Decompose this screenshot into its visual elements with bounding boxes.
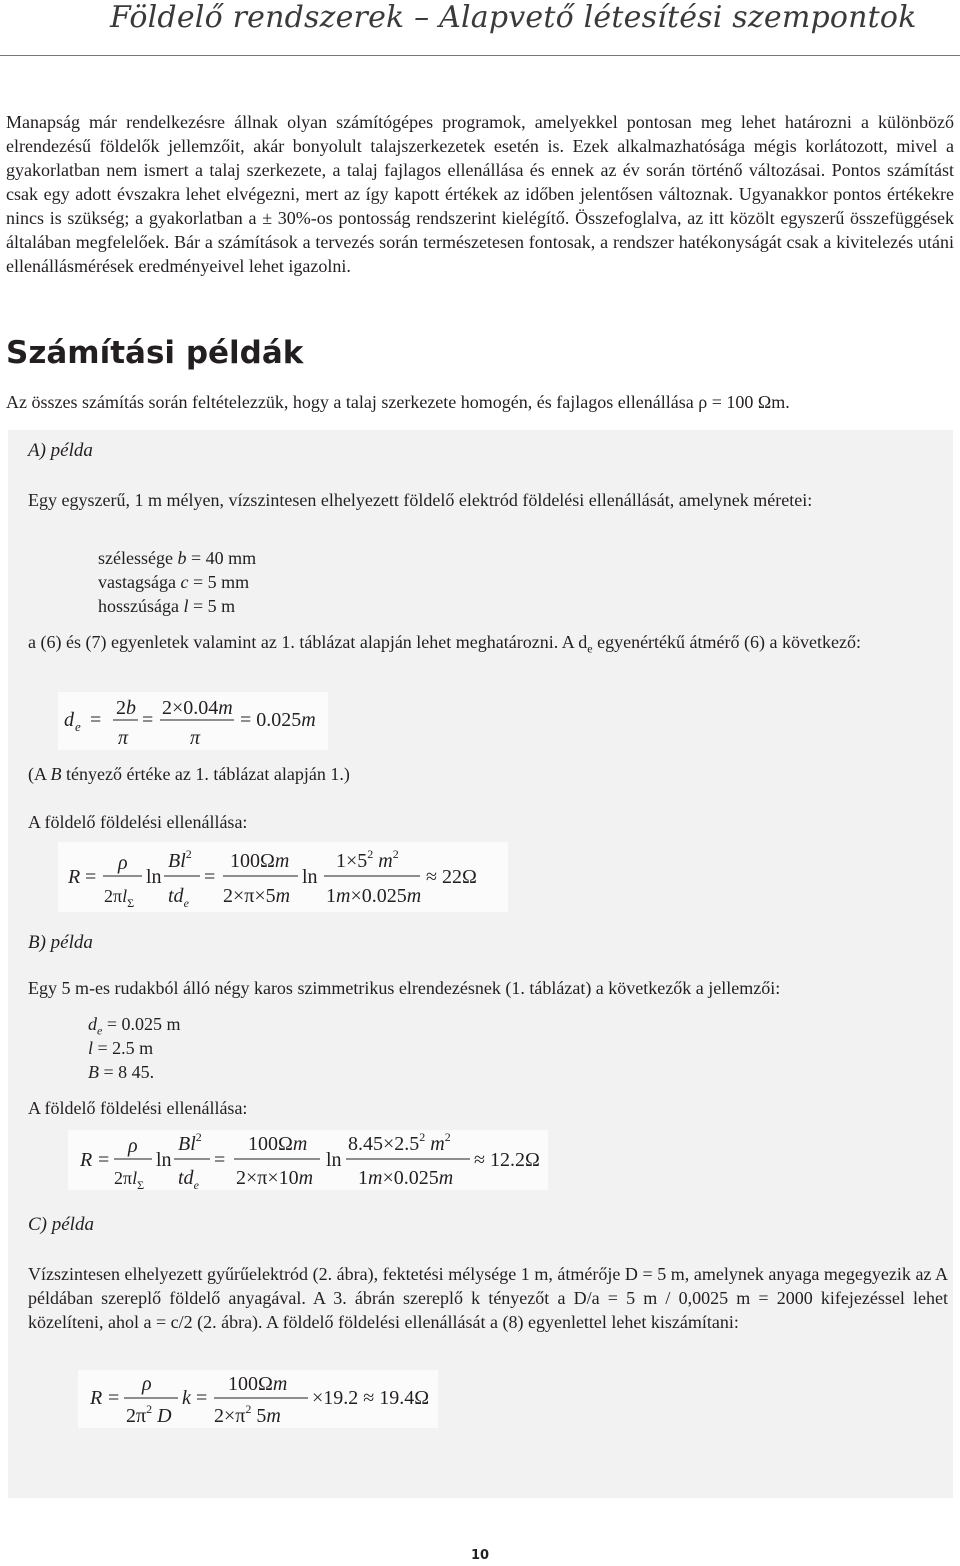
svg-text:π: π xyxy=(190,727,201,749)
svg-text:π: π xyxy=(118,727,129,749)
example-b-value-de: $d_e = 0.025$ m xyxy=(88,1014,181,1038)
svg-text:R: R xyxy=(80,1149,93,1171)
svg-text:≈ 12.2Ω: ≈ 12.2Ω xyxy=(474,1149,540,1171)
svg-text:=: = xyxy=(108,1387,120,1409)
example-c-title: C) példa xyxy=(28,1214,94,1235)
page-header-title: Földelő rendszerek – Alapvető létesítési szempontok xyxy=(110,0,917,35)
example-a-note: (A B tényező értéke az 1. táblázat alapján 1.) xyxy=(28,764,350,784)
formula-resistance-c xyxy=(78,1370,438,1428)
svg-text:tde: $td_e$ xyxy=(168,885,189,910)
svg-text:2×π2 5m: $2\times\pi^2$ 5m xyxy=(214,1402,281,1427)
svg-text:k: k xyxy=(182,1387,191,1409)
svg-text:= 0.025m: = 0.025m xyxy=(240,709,316,731)
assumption-text: Az összes számítás során feltételezzük, hogy a talaj szerkezete homogén, és fajlagos ellenállása ρ = 100 Ωm. xyxy=(6,392,790,412)
examples-box xyxy=(8,430,953,1498)
svg-text:=: = xyxy=(204,866,216,888)
example-b-intro: Egy 5 m-es rudakból álló négy karos szimmetrikus elrendezésnek (1. táblázat) a következők a jellemzői: xyxy=(28,978,781,998)
example-a-dimension-width: szélessége b = 40 mm xyxy=(98,548,257,568)
svg-text:8.45×2.52 m2: $8.45\times 2.5^2$ $m^2$ xyxy=(348,1130,451,1155)
svg-text:=: = xyxy=(90,709,102,731)
svg-text:ln: ln xyxy=(302,866,318,888)
svg-text:2×0.04m: 2×0.04m xyxy=(162,697,233,719)
example-b-title: B) példa xyxy=(28,932,93,953)
formula-resistance-a xyxy=(58,842,508,912)
svg-text:ln: ln xyxy=(146,866,162,888)
formula-resistance-b xyxy=(68,1130,548,1190)
svg-text:100Ωm: 100Ωm xyxy=(230,850,290,872)
svg-text:tde: $td_e$ xyxy=(178,1167,199,1190)
example-a-dimension-thickness: vastagsága c = 5 mm xyxy=(98,572,250,592)
svg-text:1m×0.025m: 1m×0.025m xyxy=(326,885,422,907)
svg-text:e: e xyxy=(75,719,81,734)
svg-text:2b: 2b xyxy=(116,697,136,719)
intro-paragraph: Manapság már rendelkezésre állnak olyan számítógépes programok, amelyekkel pontosan meg lehet határozni a különböző elrendezésű földelők jellemzőit, akár bonyolult talajszerkezetek esetén is. Ezek alkalmazhatósága mégis korlátozott, mivel a gyakorlatban nem ismert a talaj szerkezete, a talaj fajlagos ellenállása és ennek az év során történő változásai. Pontos számítást csak egy adott évszakra lehet elvégezni, mert az így kapott értékek az időben jelentősen változnak. Ugyanakkor pontos értékekre nincs is szükség; a gyakorlatban a ± 30%-os pontosság rendszerint kielégítő. Összefoglalva, az itt közölt egyszerű összefüggések általában megfelelőek. Bár a számítások a tervezés során természetesen fontosak, a rendszer hatékonyságát csak a kivitelezés utáni ellenállásmérések eredményeivel lehet igazolni. xyxy=(6,112,954,276)
example-a-method-text: a (6) és (7) egyenletek valamint az 1. táblázat alapján lehet meghatározni. A $d_e$ egyenértékű átmérő (6) a következő: xyxy=(28,632,861,656)
svg-text:=: = xyxy=(142,709,154,731)
svg-text:Bl2: Bl$^2$ xyxy=(178,1130,202,1155)
svg-text:2×π×10m: 2×π×10m xyxy=(236,1167,314,1189)
example-c-text: Vízszintesen elhelyezett gyűrűelektród (2. ábra), fektetési mélysége 1 m, átmérője D = 5 m, amelynek anyaga megegyezik az A példában szereplő földelő anyagával. A 3. ábrán szereplő k tényezőt a D/a = 5 m / 0,0025 m = 2000 kifejezéssel lehet közelíteni, ahol a = c/2 (2. ábra). A földelő földelési ellenállását a (8) egyenlettel lehet kiszámítani: xyxy=(28,1264,948,1332)
example-b-value-b: B = 8 45. xyxy=(88,1062,155,1082)
svg-text:ρ: ρ xyxy=(118,852,128,874)
svg-text:R: R xyxy=(90,1387,103,1409)
svg-text:ρ: ρ xyxy=(128,1135,138,1157)
example-a-title: A) példa xyxy=(28,440,93,461)
example-a-intro: Egy egyszerű, 1 m mélyen, vízszintesen elhelyezett földelő elektród földelési ellenállását, amelynek méretei: xyxy=(28,490,813,510)
svg-text:×19.2 ≈ 19.4Ω: ×19.2 ≈ 19.4Ω xyxy=(312,1387,430,1409)
svg-text:ln: ln xyxy=(326,1149,342,1171)
example-a-resistance-label: A földelő földelési ellenállása: xyxy=(28,812,248,832)
svg-text:2πlΣ: $2\pi l_\Sigma$ xyxy=(104,886,135,910)
svg-text:=: = xyxy=(85,866,97,888)
svg-text:ρ: ρ xyxy=(142,1373,152,1395)
svg-text:=: = xyxy=(196,1387,208,1409)
svg-text:=: = xyxy=(214,1149,226,1171)
example-a-dimension-length: hosszúsága l = 5 m xyxy=(98,596,236,616)
svg-text:100Ωm: 100Ωm xyxy=(228,1373,288,1395)
svg-text:≈ 22Ω: ≈ 22Ω xyxy=(426,866,477,888)
example-b-value-l: l = 2.5 m xyxy=(88,1038,154,1058)
example-b-resistance-label: A földelő földelési ellenállása: xyxy=(28,1098,248,1118)
svg-text:=: = xyxy=(98,1149,110,1171)
svg-text:1m×0.025m: 1m×0.025m xyxy=(358,1167,454,1189)
svg-text:Bl2: Bl$^2$ xyxy=(168,847,192,872)
section-heading: Számítási példák xyxy=(6,335,304,371)
svg-text:1×52 m2: $1\times 5^2$ $m^2$ xyxy=(336,847,399,872)
svg-text:d: d xyxy=(64,709,74,731)
svg-text:R: R xyxy=(68,866,81,888)
svg-text:100Ωm: 100Ωm xyxy=(248,1133,308,1155)
svg-text:2πlΣ: $2\pi l_\Sigma$ xyxy=(114,1168,145,1190)
formula-equivalent-diameter xyxy=(58,692,328,750)
svg-text:2π2 D: $2\pi^2$ D xyxy=(126,1402,172,1427)
header-divider xyxy=(0,55,960,56)
page-number: 10 xyxy=(470,1548,490,1563)
svg-text:2×π×5m: 2×π×5m xyxy=(223,885,291,907)
svg-text:ln: ln xyxy=(156,1149,172,1171)
